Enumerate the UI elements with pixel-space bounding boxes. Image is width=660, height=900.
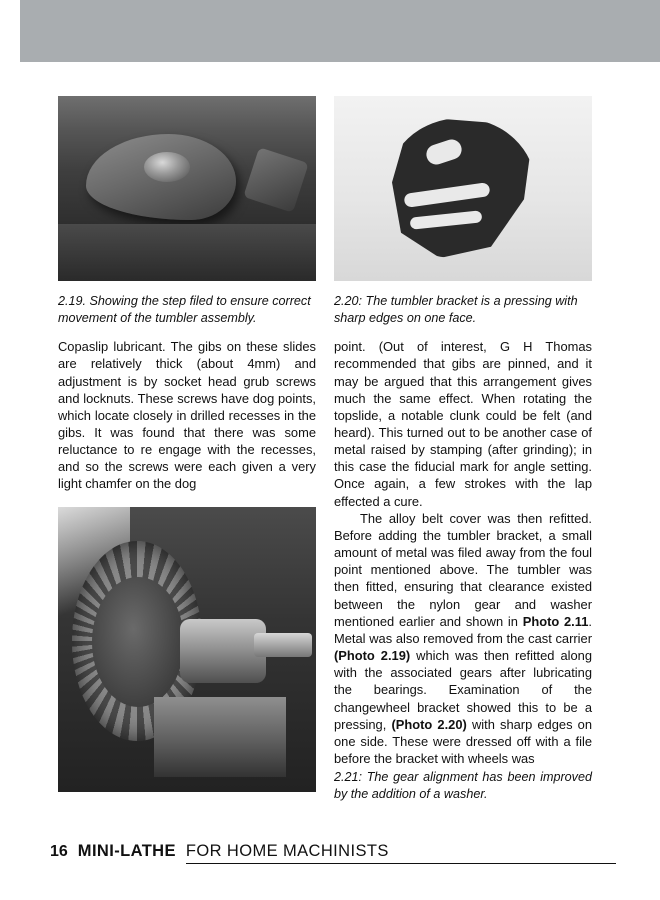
- figure-2-20-image: [334, 96, 592, 281]
- text-run-1: The alloy belt cover was then refitted. Before adding the tumbler bracket, a small amount of metal was filed away from the foul point mentioned above. The tumbler was then fitted, ensuring that clearance existed between the nylon gear and washer mentioned earlier and shown in: [334, 510, 592, 629]
- footer-title-light: FOR HOME MACHINISTS: [186, 842, 616, 864]
- figure-2-19-image: [58, 96, 316, 281]
- photo-ref-2-20: (Photo 2.20): [391, 716, 467, 732]
- left-body-text: [58, 338, 316, 492]
- photo-ref-2-19: (Photo 2.19): [334, 648, 411, 664]
- left-column: [58, 96, 316, 792]
- page-number: 16: [50, 843, 68, 860]
- right-column: [334, 96, 592, 803]
- figure-2-20-caption: 2.20: The tumbler bracket is a pressing with sharp edges on one face.: [334, 294, 578, 325]
- right-paragraph-2: [334, 510, 592, 767]
- right-body-text: [334, 338, 592, 802]
- left-paragraph: Copaslip lubricant. The gibs on these slides are relatively thick (about 4mm) and adjustment is by socket head grub screws and locknuts. These screws have dog points, which locate closely in drilled recesses in the gibs. It was found that there was some reluctance to re engage with the recesses, and so the screws were each given a very light chamfer on the dog: [58, 339, 316, 492]
- text-run-2: . Metal was also removed from the cast carrier: [334, 613, 592, 646]
- figure-2-21-caption: 2.21: The gear alignment has been improved by the addition of a washer.: [334, 770, 592, 801]
- bench-surface: [58, 224, 316, 281]
- lathe-shaft: [254, 633, 312, 657]
- footer-title-bold: MINI-LATHE: [77, 842, 176, 860]
- right-paragraph-1: point. (Out of interest, G H Thomas recommended that gibs are pinned, and it may be argued that this arrangement gives much the same effect. When rotating the topslide, a notable clunk could be felt (and heard). This turned out to be another case of metal raised by stamping (after grinding); in this case the fiducial mark for angle setting. Once again, a few strokes with the lap effected a cure.: [334, 339, 592, 509]
- bore-highlight: [144, 152, 190, 182]
- figure-2-21-image: [58, 507, 316, 792]
- figure-2-19-caption: 2.19. Showing the step filed to ensure correct movement of the tumbler assembly.: [58, 294, 311, 325]
- text-run-4: with sharp edges on one side. These were dressed off with a file before the bracket with wheels was: [334, 716, 592, 766]
- mounting-bracket: [154, 697, 286, 777]
- text-run-3: which was then refitted along with the associated gears after lubricating the bearings. Examination of the changewheel bracket showed this to be a pressing,: [334, 648, 592, 732]
- photo-ref-2-11: Photo 2.11: [522, 613, 589, 629]
- header-band: [20, 0, 660, 62]
- gear-hub-face: [92, 577, 184, 707]
- block-edge: [243, 147, 309, 213]
- page-footer: [50, 842, 616, 864]
